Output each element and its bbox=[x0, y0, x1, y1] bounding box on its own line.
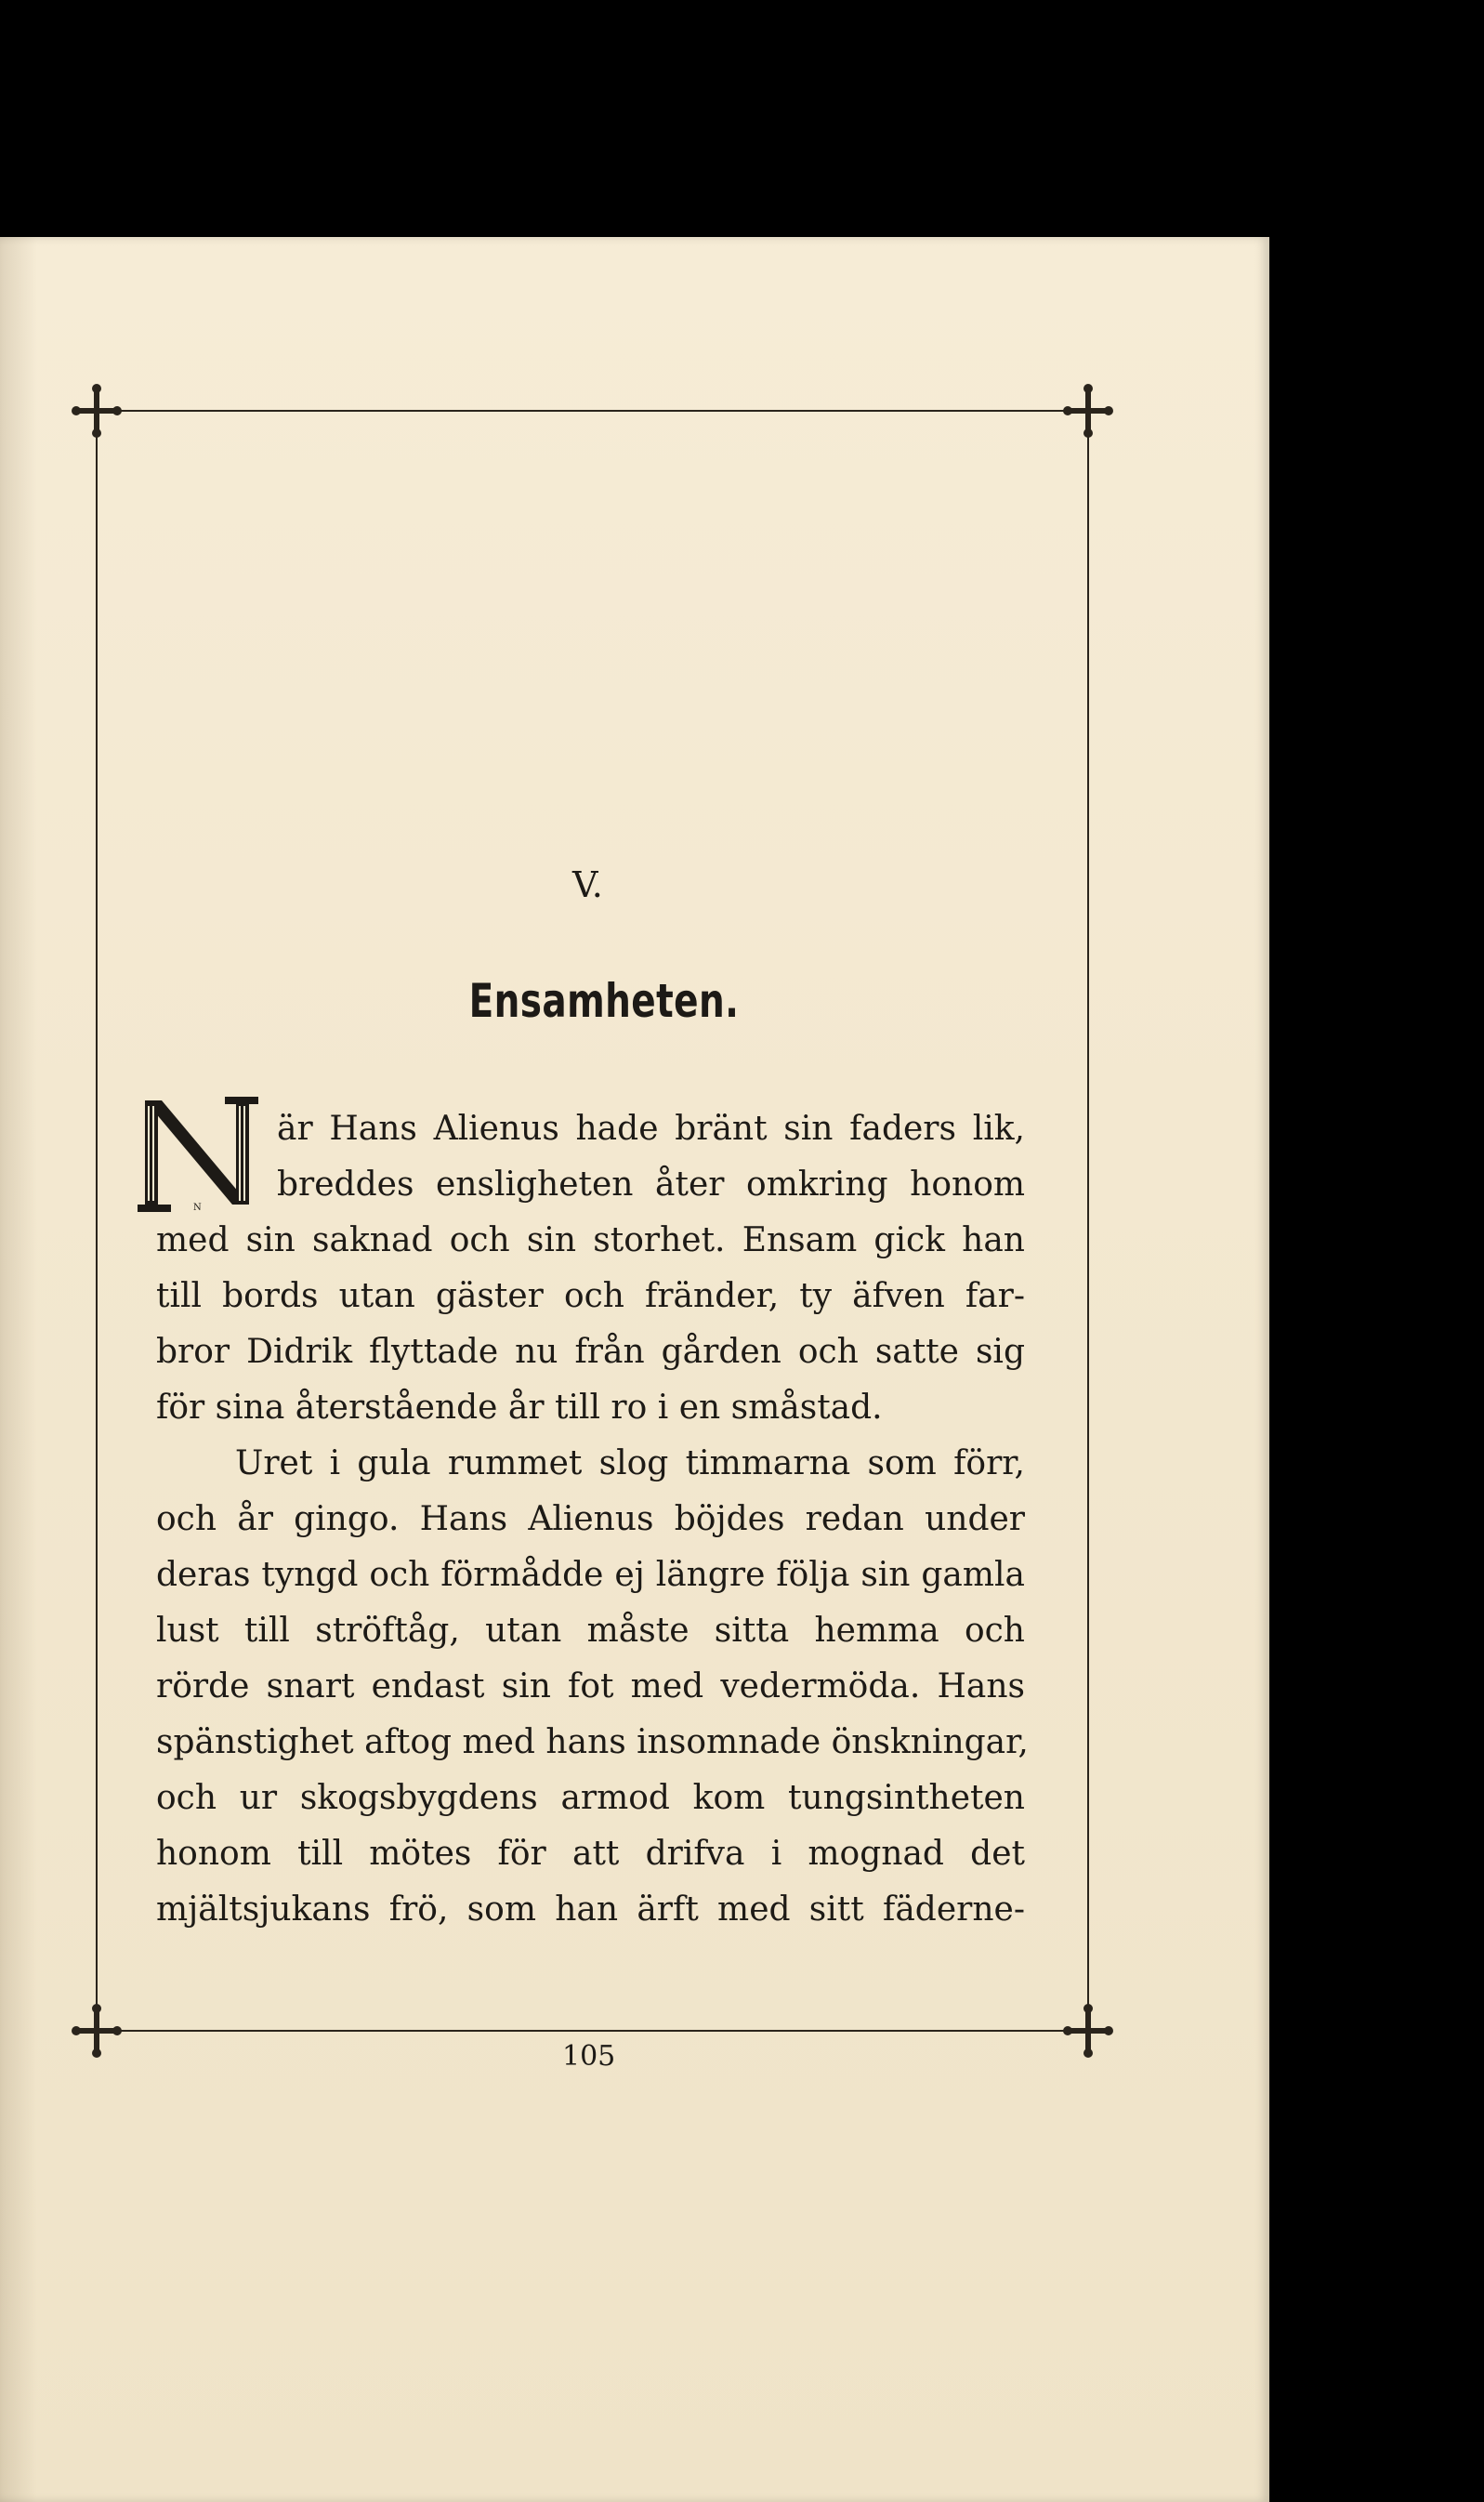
page-number: 105 bbox=[562, 2040, 616, 2073]
text-line: för sina återstående år till ro i en småstad. bbox=[156, 1389, 883, 1427]
svg-text:N: N bbox=[193, 1203, 202, 1213]
text-line: spänstighet aftog med hans insomnade önskningar, bbox=[156, 1723, 1029, 1761]
text-line: är Hans Alienus hade bränt sin faders lik, bbox=[277, 1110, 1025, 1148]
text-line: rörde snart endast sin fot med vedermöda. Hans bbox=[156, 1667, 1025, 1705]
text-line: deras tyngd och förmådde ej längre följa sin gamla bbox=[156, 1556, 1025, 1594]
text-line: honom till mötes för att drifva i mognad det bbox=[156, 1835, 1025, 1873]
chapter-title: Ensamheten. bbox=[468, 974, 740, 1028]
text-line: mjältsjukans frö, som han ärft med sitt fäderne- bbox=[156, 1890, 1025, 1929]
drop-cap-n-icon bbox=[138, 1097, 268, 1218]
text-line: breddes ensligheten åter omkring honom bbox=[277, 1165, 1025, 1204]
text-line: Uret i gula rummet slog timmarna som förr, bbox=[235, 1444, 1025, 1482]
text-line: bror Didrik flyttade nu från gården och satte sig bbox=[156, 1333, 1025, 1371]
text-line: och ur skogsbygdens armod kom tungsintheten bbox=[156, 1779, 1025, 1817]
opening-lines bbox=[277, 1101, 1025, 1213]
body-text bbox=[156, 1213, 1029, 1938]
text-line: lust till ströftåg, utan måste sitta hemma och bbox=[156, 1612, 1025, 1650]
text-line: till bords utan gäster och fränder, ty äfven far- bbox=[156, 1277, 1025, 1315]
chapter-number: V. bbox=[572, 864, 603, 905]
text-line: och år gingo. Hans Alienus böjdes redan under bbox=[156, 1500, 1025, 1538]
text-line: med sin saknad och sin storhet. Ensam gick han bbox=[156, 1221, 1025, 1259]
